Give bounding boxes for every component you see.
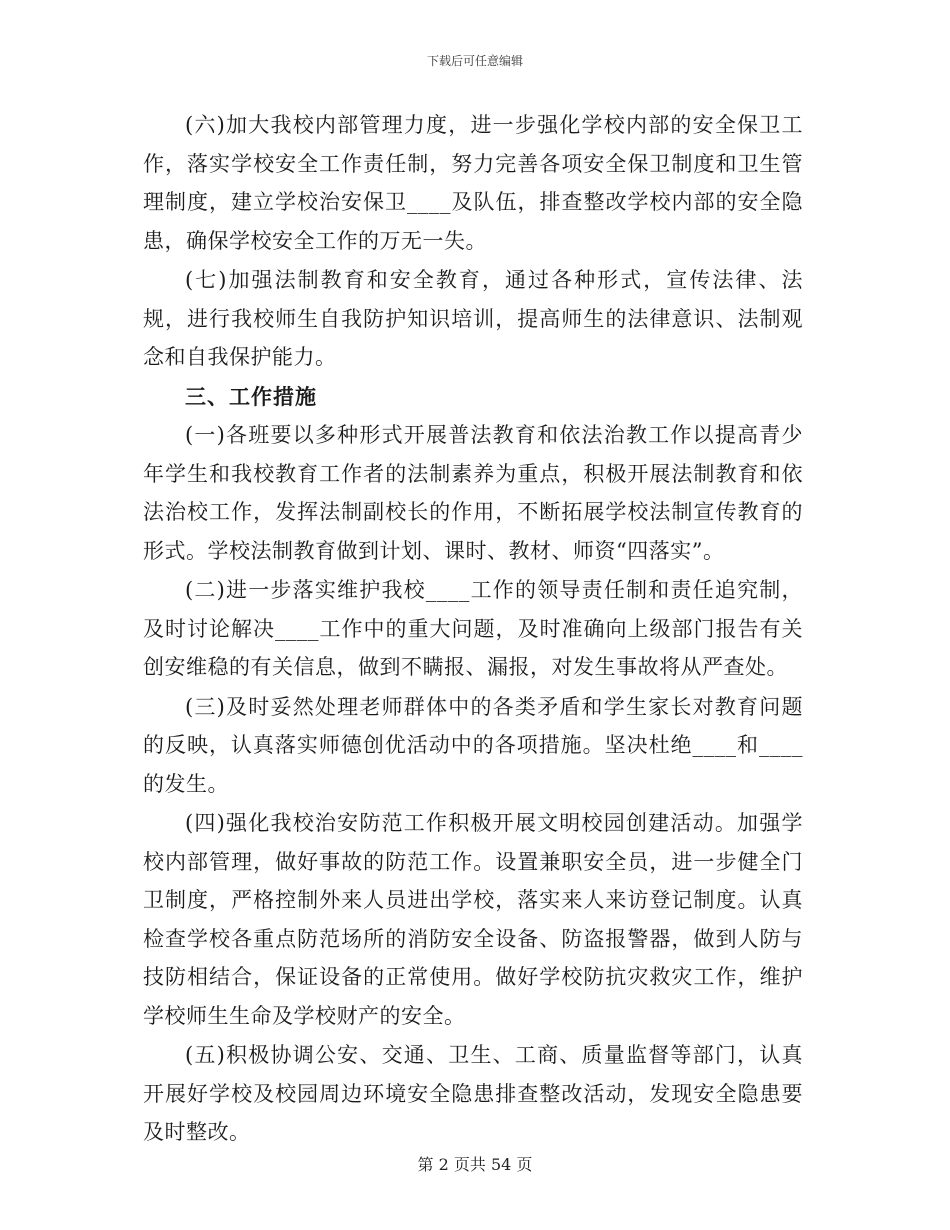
paragraph-6: (六)加大我校内部管理力度，进一步强化学校内部的安全保卫工作，落实学校安全工作责任制，努力完善各项安全保卫制度和卫生管理制度，建立学校治安保卫____及队伍，排查整改学校内部的安全隐患，确保学校安全工作的万无一失。 xyxy=(143,113,803,253)
header-note: 下载后可任意编辑 xyxy=(426,54,523,68)
measure-2: (二)进一步落实维护我校____工作的领导责任制和责任追究制，及时讨论解决____工作中的重大问题，及时准确向上级部门报告有关创安维稳的有关信息，做到不瞒报、漏报，对发生事故将从严查处。 xyxy=(143,578,803,679)
page-number: 第 2 页共 54 页 xyxy=(417,1155,533,1174)
measure-1: (一)各班要以多种形式开展普法教育和依法治教工作以提高青少年学生和我校教育工作者的法制素养为重点，积极开展法制教育和依法治校工作，发挥法制副校长的作用，不断拓展学校法制宣传教育的形式。学校法制教育做到计划、课时、教材、师资“四落实”。 xyxy=(143,423,803,563)
paragraph-7: (七)加强法制教育和安全教育，通过各种形式，宣传法律、法规，进行我校师生自我防护知识培训，提高师生的法律意识、法制观念和自我保护能力。 xyxy=(143,268,803,369)
section-heading-3: 三、工作措施 xyxy=(185,384,317,409)
measure-3: (三)及时妥然处理老师群体中的各类矛盾和学生家长对教育问题的反映，认真落实师德创优活动中的各项措施。坚决杜绝____和____的发生。 xyxy=(143,694,803,796)
document-body xyxy=(143,106,803,1153)
measure-4: (四)强化我校治安防范工作积极开展文明校园创建活动。加强学校内部管理，做好事故的防范工作。设置兼职安全员，进一步健全门卫制度，严格控制外来人员进出学校，落实来人来访登记制度。认真检查学校各重点防范场所的消防安全设备、防盗报警器，做到人防与技防相结合，保证设备的正常使用。做好学校防抗灾救灾工作，维护学校师生生命及学校财产的安全。 xyxy=(143,811,803,1028)
measure-5: (五)积极协调公安、交通、卫生、工商、质量监督等部门，认真开展好学校及校园周边环境安全隐患排查整改活动，发现安全隐患要及时整改。 xyxy=(143,1043,803,1144)
